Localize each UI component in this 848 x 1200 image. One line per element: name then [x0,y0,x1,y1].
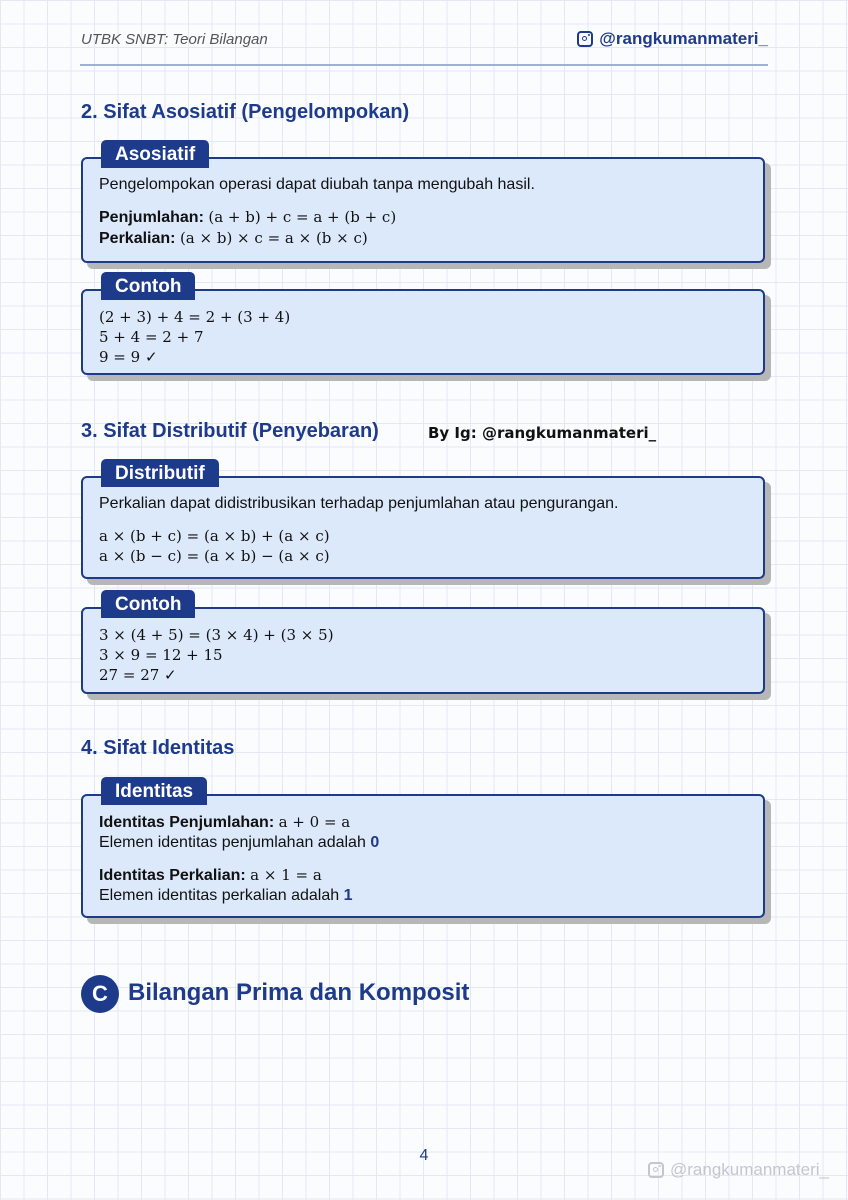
contoh-2-line-1: 3 × (4 + 5) = (3 × 4) + (3 × 5) [99,626,334,644]
penjumlahan-formula: (a + b) + c = a + (b + c) [208,208,397,226]
contoh-box-1 [81,289,765,375]
identitas-box [81,794,765,918]
distributif-box [81,476,765,579]
perkalian-label: Perkalian: [99,230,176,247]
asosiatif-description: Pengelompokan operasi dapat diubah tanpa mengubah hasil. [99,176,535,193]
identitas-perkalian-formula: a × 1 = a [250,866,322,884]
identitas-perkalian-text: Elemen identitas perkalian adalah [99,887,340,904]
identitas-tab: Identitas [101,777,207,805]
identitas-penjumlahan-desc [99,833,747,853]
identitas-perkalian-value: 1 [343,887,353,904]
section-4-title: 4. Sifat Identitas [81,737,235,759]
identitas-perkalian-row [99,865,747,886]
perkalian-formula: (a × b) × c = a × (b × c) [179,229,368,247]
instagram-icon [648,1162,664,1178]
section-c-title: Bilangan Prima dan Komposit [128,979,470,1006]
contoh-tab-2: Contoh [101,590,195,618]
header-divider [80,64,768,66]
asosiatif-box [81,157,765,263]
watermark-text: @rangkumanmateri_ [670,1160,829,1179]
contoh-tab-1: Contoh [101,272,195,300]
identitas-penjumlahan-row [99,812,747,833]
distributif-tab: Distributif [101,459,219,487]
instagram-icon [577,31,593,47]
contoh-2-line-2: 3 × 9 = 12 + 15 [99,646,223,664]
identitas-penjumlahan-value: 0 [370,834,380,851]
distributif-description: Perkalian dapat didistribusikan terhadap penjumlahan atau pengurangan. [99,495,619,512]
contoh-1-line-3: 9 = 9 ✓ [99,348,158,366]
section-2-title: 2. Sifat Asosiatif (Pengelompokan) [81,101,410,123]
contoh-1-line-1: (2 + 3) + 4 = 2 + (3 + 4) [99,308,291,326]
identitas-penjumlahan-formula: a + 0 = a [278,813,351,831]
identitas-perkalian-label: Identitas Perkalian: [99,867,246,884]
asosiatif-tab: Asosiatif [101,140,209,168]
distributif-formula-2: a × (b − c) = (a × b) − (a × c) [99,547,330,565]
header-handle-text: @rangkumanmateri_ [599,29,768,48]
contoh-1-line-2: 5 + 4 = 2 + 7 [99,328,204,346]
contoh-box-2 [81,607,765,694]
penjumlahan-label: Penjumlahan: [99,209,204,226]
asosiatif-perkalian-row [99,228,747,249]
identitas-penjumlahan-text: Elemen identitas penjumlahan adalah [99,834,366,851]
section-c-badge: C [81,975,119,1013]
contoh-2-line-3: 27 = 27 ✓ [99,666,177,684]
page-number: 4 [419,1147,429,1164]
distributif-formula-1: a × (b + c) = (a × b) + (a × c) [99,527,330,545]
asosiatif-penjumlahan-row [99,207,747,228]
document-header-title: UTBK SNBT: Teori Bilangan [81,31,268,48]
identitas-penjumlahan-label: Identitas Penjumlahan: [99,814,275,831]
header-handle[interactable] [577,29,768,49]
watermark [648,1160,829,1180]
byline: By Ig: @rangkumanmateri_ [428,424,657,442]
section-3-title: 3. Sifat Distributif (Penyebaran) [81,420,379,442]
identitas-perkalian-desc [99,886,747,906]
